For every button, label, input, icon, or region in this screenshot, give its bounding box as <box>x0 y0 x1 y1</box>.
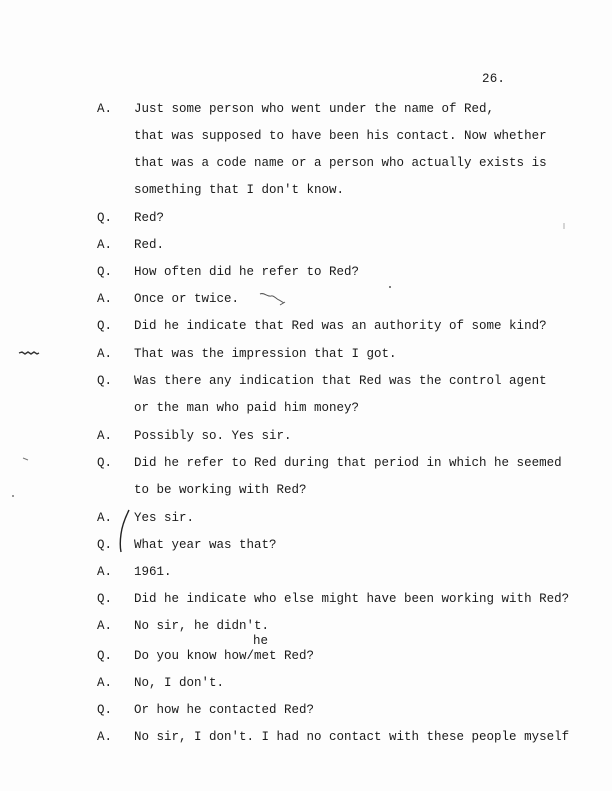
transcript-line <box>0 482 612 498</box>
speaker-label: A. <box>97 292 113 306</box>
transcript-line <box>0 510 612 526</box>
pen-squiggle-mark <box>258 290 292 310</box>
line-text: something that I don't know. <box>134 183 345 197</box>
speaker-label: Q. <box>97 319 113 333</box>
transcript-line <box>0 373 612 389</box>
scan-speck <box>11 494 15 498</box>
scan-speck <box>562 222 566 230</box>
pen-stroke-mark <box>114 508 132 554</box>
transcript-line <box>0 291 612 307</box>
line-text: Was there any indication that Red was the control agent <box>134 374 547 388</box>
transcript-line <box>0 400 612 416</box>
line-text: Do you know how/met Red? <box>134 649 315 663</box>
line-text: Or how he contacted Red? <box>134 703 315 717</box>
interlinear-insert: he <box>253 634 269 648</box>
transcript-line <box>0 591 612 607</box>
speaker-label: Q. <box>97 592 113 606</box>
transcript-line <box>0 210 612 226</box>
line-text: Possibly so. Yes sir. <box>134 429 292 443</box>
transcript-line <box>0 155 612 171</box>
line-text: Red. <box>134 238 165 252</box>
transcript-line <box>0 346 612 362</box>
scan-speck <box>22 456 30 462</box>
line-text: Did he refer to Red during that period in which he seemed <box>134 456 562 470</box>
transcript-line <box>0 101 612 117</box>
line-text: How often did he refer to Red? <box>134 265 360 279</box>
line-text: Just some person who went under the name of Red, <box>134 102 495 116</box>
transcript-line <box>0 702 612 718</box>
speaker-label: Q. <box>97 538 113 552</box>
speaker-label: Q. <box>97 265 113 279</box>
speaker-label: Q. <box>97 703 113 717</box>
transcript-line <box>0 675 612 691</box>
transcript-line <box>0 648 612 664</box>
speaker-label: A. <box>97 238 113 252</box>
transcript-line <box>0 618 612 634</box>
transcript-line <box>0 264 612 280</box>
line-text: What year was that? <box>134 538 277 552</box>
line-text: That was the impression that I got. <box>134 347 397 361</box>
speaker-label: Q. <box>97 649 113 663</box>
line-text: Did he indicate who else might have been working with Red? <box>134 592 570 606</box>
speaker-label: A. <box>97 429 113 443</box>
transcript-line <box>0 182 612 198</box>
line-text: Did he indicate that Red was an authority of some kind? <box>134 319 547 333</box>
line-text: Yes sir. <box>134 511 195 525</box>
speaker-label: Q. <box>97 211 113 225</box>
line-text: Once or twice. <box>134 292 240 306</box>
speaker-label: A. <box>97 511 113 525</box>
transcript-line <box>0 428 612 444</box>
transcript-line <box>0 128 612 144</box>
line-text: that was a code name or a person who actually exists is <box>134 156 547 170</box>
speaker-label: Q. <box>97 456 113 470</box>
line-text: No, I don't. <box>134 676 225 690</box>
speaker-label: A. <box>97 730 113 744</box>
line-text: No sir, I don't. I had no contact with these people myself <box>134 730 570 744</box>
line-text: to be working with Red? <box>134 483 307 497</box>
speaker-label: A. <box>97 565 113 579</box>
transcript-line <box>0 318 612 334</box>
transcript-line <box>0 237 612 253</box>
speaker-label: A. <box>97 676 113 690</box>
line-text: that was supposed to have been his contact. Now whether <box>134 129 547 143</box>
line-text: Red? <box>134 211 165 225</box>
speaker-label: A. <box>97 619 113 633</box>
scan-speck <box>388 285 392 289</box>
page-number: 26. <box>482 72 506 86</box>
transcript-line <box>0 455 612 471</box>
speaker-label: Q. <box>97 374 113 388</box>
transcript-line <box>0 564 612 580</box>
speaker-label: A. <box>97 347 113 361</box>
transcript-line <box>0 729 612 745</box>
line-text: or the man who paid him money? <box>134 401 360 415</box>
speaker-label: A. <box>97 102 113 116</box>
margin-mark <box>18 350 40 356</box>
transcript-line <box>0 537 612 553</box>
line-text: 1961. <box>134 565 172 579</box>
line-text: No sir, he didn't. <box>134 619 270 633</box>
